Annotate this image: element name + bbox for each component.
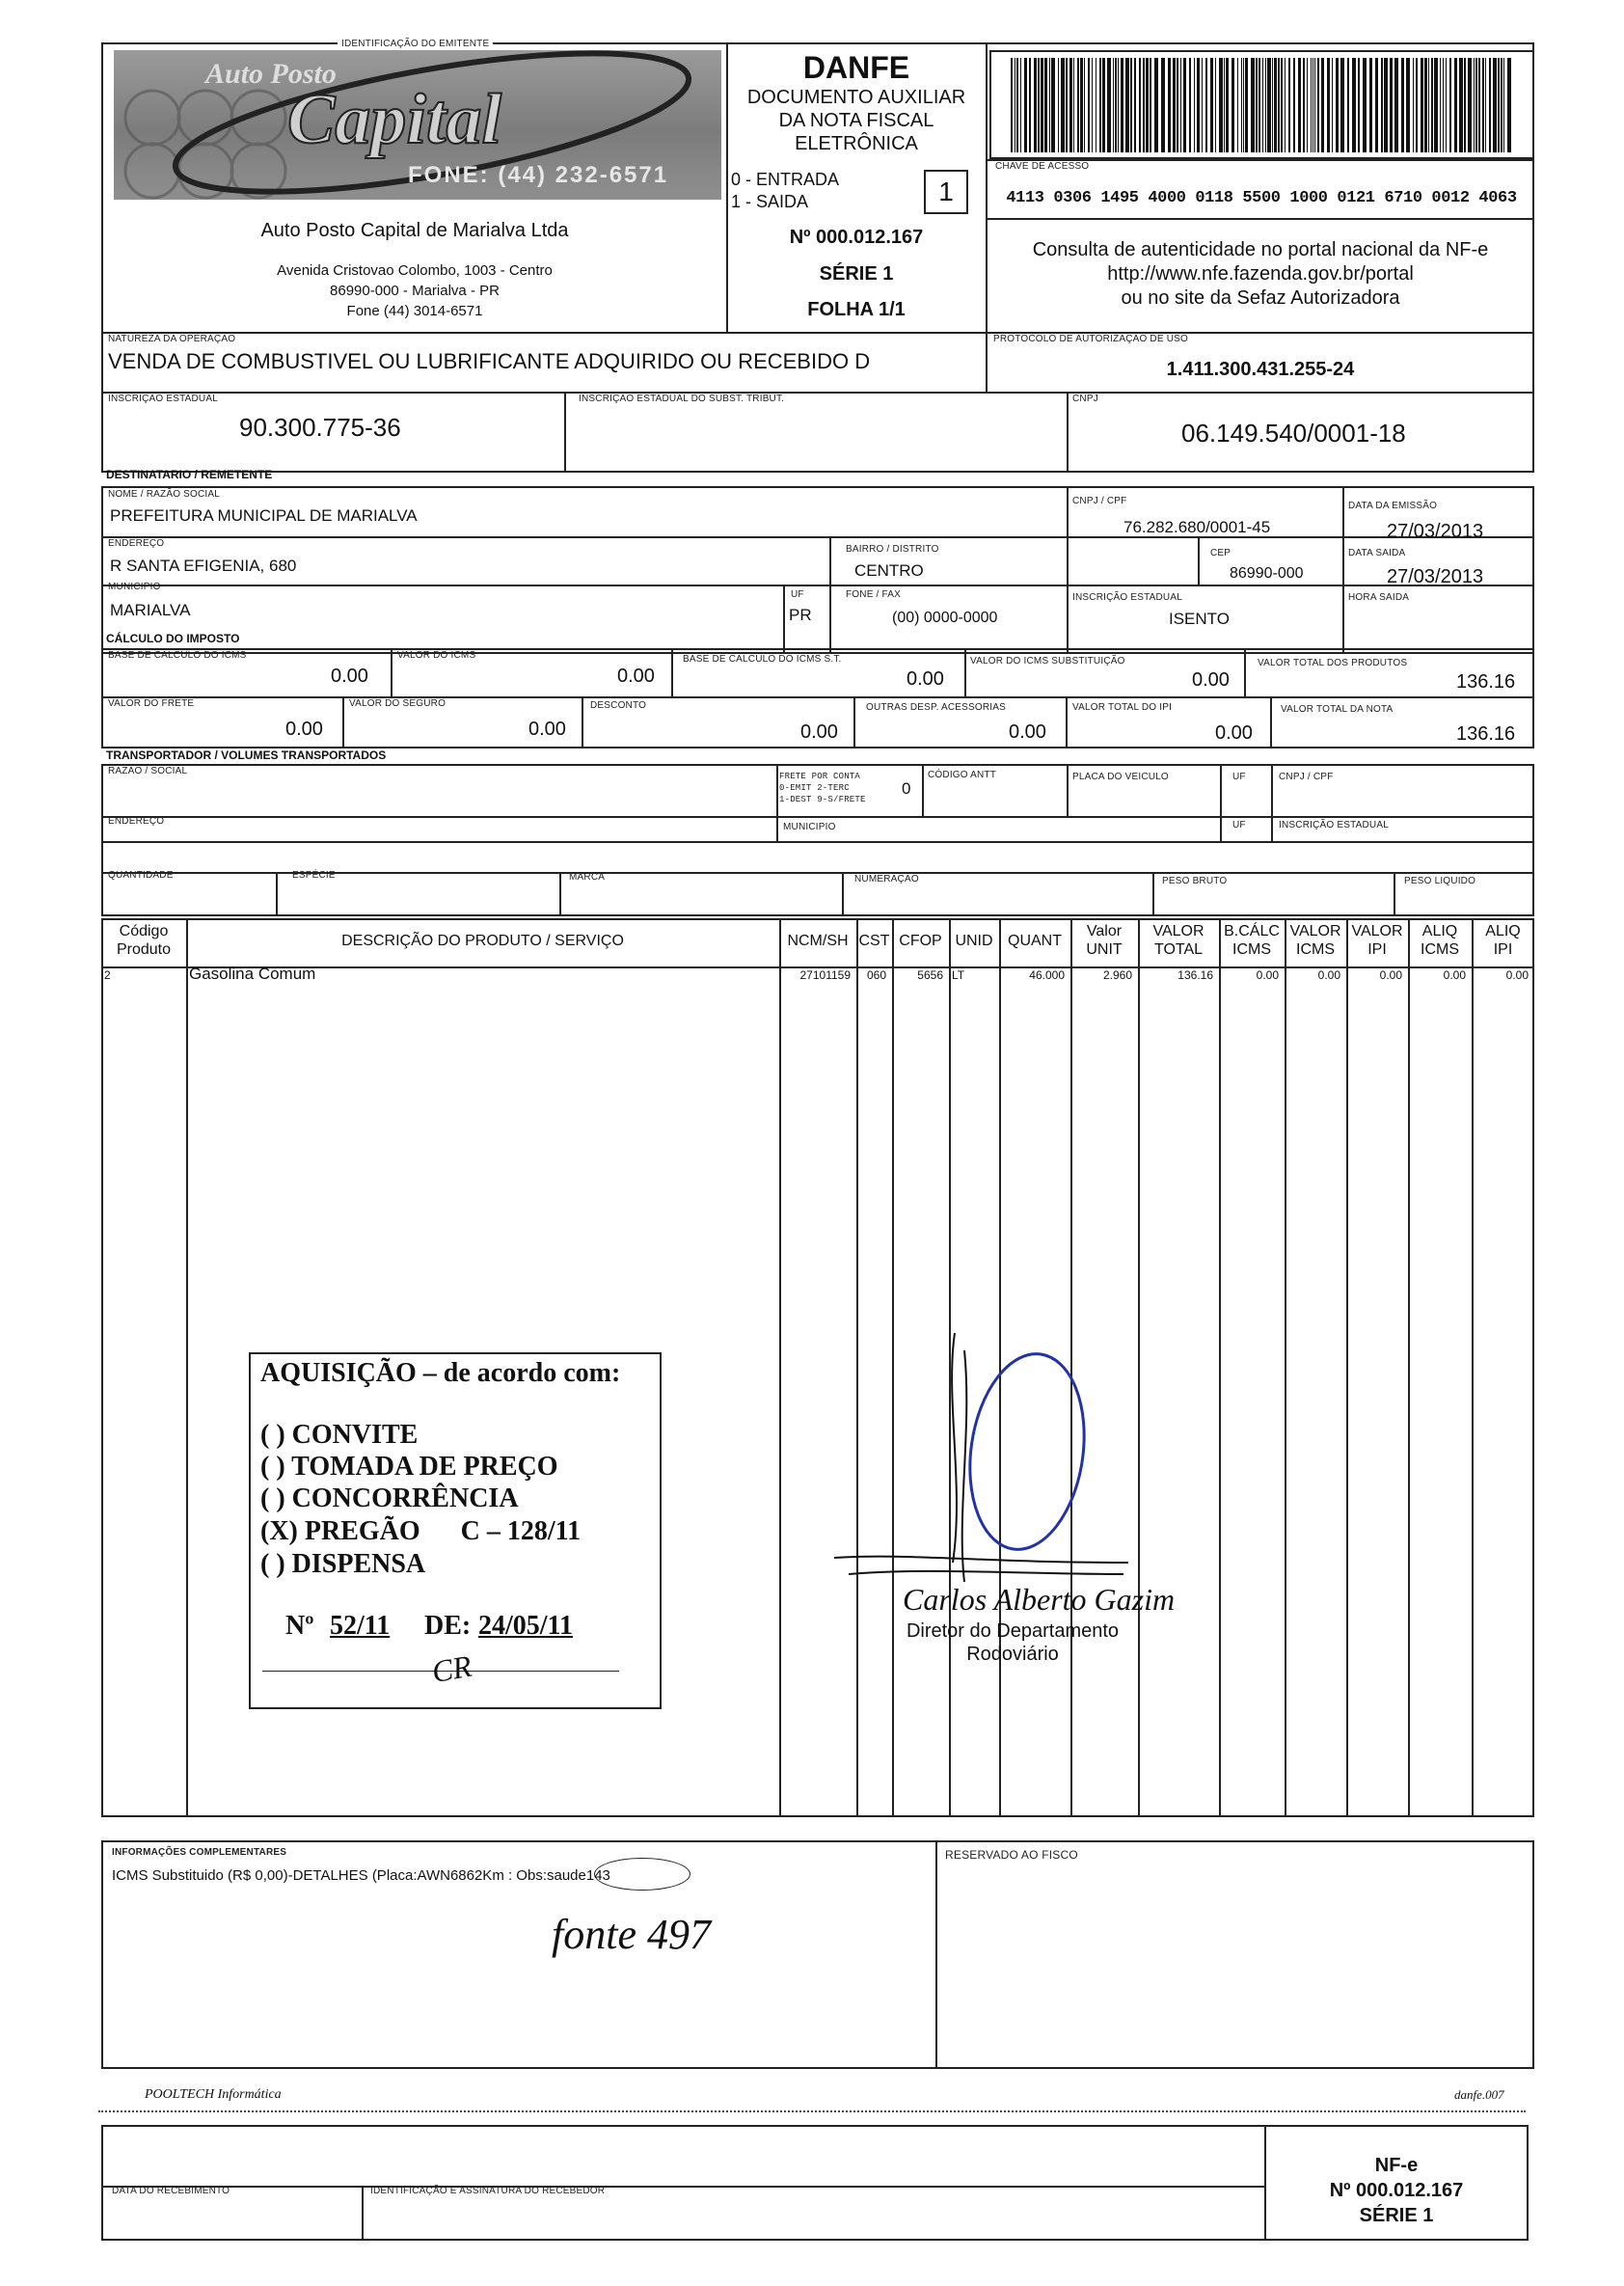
chave-value: 4113 0306 1495 4000 0118 5500 1000 0121 6710 0012 4063	[1006, 189, 1517, 207]
consulta-line3: ou no site da Sefaz Autorizadora	[1121, 287, 1400, 309]
emitente-name: Auto Posto Capital de Marialva Ltda	[260, 220, 569, 241]
cell-ncm: 27101159	[799, 968, 851, 982]
emitente-label: IDENTIFICAÇÃO DO EMITENTE	[338, 39, 493, 49]
transp-ie-label: INSCRIÇÃO ESTADUAL	[1279, 820, 1389, 830]
danfe-title: DANFE	[802, 50, 910, 85]
dest-fone-label: FONE / FAX	[846, 589, 902, 600]
base-icms-st-label: BASE DE CALCULO DO ICMS S.T.	[683, 654, 842, 665]
dest-bairro-label: BAIRRO / DISTRITO	[846, 544, 939, 555]
emitente-address1: Avenida Cristovao Colombo, 1003 - Centro	[277, 262, 553, 279]
header-aliq-ipi: ALIQ IPI	[1485, 923, 1521, 958]
stamp-numero: 52/11	[330, 1611, 391, 1641]
transp-cnpj-label: CNPJ / CPF	[1279, 772, 1334, 782]
protocolo-label: PROTOCOLO DE AUTORIZAÇÃO DE USO	[993, 334, 1188, 344]
dest-municipio: MARIALVA	[110, 601, 191, 619]
inscricao-value: 90.300.775-36	[239, 413, 401, 442]
transp-municipio-label: MUNICIPIO	[783, 822, 836, 832]
total-ipi-label: VALOR TOTAL DO IPI	[1072, 702, 1173, 713]
cell-unid: LT	[952, 968, 965, 982]
marca-label: MARCA	[569, 872, 606, 883]
dest-fone: (00) 0000-0000	[892, 610, 998, 626]
dest-saida: 27/03/2013	[1387, 566, 1484, 587]
stamp-option-concorrencia: ( ) CONCORRÊNCIA	[260, 1483, 519, 1513]
signature-role2: Rodoviário	[966, 1644, 1059, 1665]
emitente-cnpj-label: CNPJ	[1072, 394, 1098, 404]
dest-endereco: R SANTA EFIGENIA, 680	[110, 557, 297, 575]
dest-hora-label: HORA SAIDA	[1348, 592, 1410, 603]
cut-line	[98, 2110, 1526, 2112]
natureza-value: VENDA DE COMBUSTIVEL OU LUBRIFICANTE ADQUIRIDO OU RECEBIDO D	[108, 349, 871, 373]
transp-endereco-label: ENDEREÇO	[108, 816, 165, 827]
dest-ie-label: INSCRIÇÃO ESTADUAL	[1072, 592, 1182, 603]
signature-role1: Diretor do Departamento	[906, 1620, 1120, 1642]
dest-municipio-label: MUNICIPIO	[108, 582, 161, 592]
danfe-subtitle3: ELETRÔNICA	[795, 133, 918, 154]
desconto-label: DESCONTO	[590, 700, 647, 711]
natureza-label: NATUREZA DA OPERAÇÃO	[108, 334, 236, 344]
header-descricao: DESCRIÇÃO DO PRODUTO / SERVIÇO	[341, 933, 624, 949]
dest-bairro: CENTRO	[854, 561, 924, 580]
produtos-col-divider	[779, 918, 781, 1817]
info-circle	[594, 1858, 690, 1891]
total-produtos-label: VALOR TOTAL DOS PRODUTOS	[1258, 658, 1408, 668]
recibo-numero: Nº 000.012.167	[1329, 2180, 1464, 2201]
stamp-option-dispensa: ( ) DISPENSA	[260, 1549, 426, 1579]
header-cfop: CFOP	[899, 933, 942, 949]
subst-label: INSCRIÇÃO ESTADUAL DO SUBST. TRIBUT.	[579, 394, 785, 404]
dest-cep: 86990-000	[1230, 565, 1304, 582]
cell-descricao: Gasolina Comum	[189, 965, 316, 983]
placa-label: PLACA DO VEICULO	[1072, 772, 1169, 782]
dest-endereco-label: ENDEREÇO	[108, 538, 165, 549]
fisco-label: RESERVADO AO FISCO	[945, 1848, 1078, 1862]
emitente-logo	[114, 50, 721, 200]
base-icms-value: 0.00	[331, 666, 368, 687]
danfe-tipo: 1	[924, 170, 968, 214]
cell-valor-ipi: 0.00	[1379, 968, 1402, 982]
header-valor-total: VALOR TOTAL	[1152, 923, 1204, 958]
antt-label: CÓDIGO ANTT	[928, 770, 997, 780]
peso-bruto-label: PESO BRUTO	[1162, 876, 1228, 886]
danfe-subtitle1: DOCUMENTO AUXILIAR	[746, 87, 966, 108]
transp-uf-label: UF	[1232, 772, 1246, 782]
cell-quant: 46.000	[1029, 968, 1065, 982]
header-valor-ipi: VALOR IPI	[1351, 923, 1403, 958]
cell-bcalc-icms: 0.00	[1256, 968, 1279, 982]
info-handwritten: fonte 497	[552, 1911, 711, 1958]
emitente-address3: Fone (44) 3014-6571	[346, 303, 483, 319]
stamp-option-convite: ( ) CONVITE	[260, 1420, 419, 1450]
stamp-initials: CR	[429, 1647, 474, 1690]
produtos-col-divider	[1346, 918, 1348, 1817]
icms-subst-label: VALOR DO ICMS SUBSTITUIÇÃO	[970, 656, 1125, 667]
header-valor-icms: VALOR ICMS	[1289, 923, 1341, 958]
cell-cst: 060	[866, 968, 886, 982]
stamp-numero-label: Nº	[285, 1611, 314, 1641]
desconto-value: 0.00	[800, 721, 838, 743]
numeracao-label: NUMERAÇÃO	[854, 874, 919, 884]
dest-nome-label: NOME / RAZÃO SOCIAL	[108, 489, 221, 500]
cell-aliq-ipi: 0.00	[1505, 968, 1529, 982]
seguro-value: 0.00	[528, 719, 566, 740]
frete-conta-line3: 1-DEST 9-S/FRETE	[779, 795, 866, 804]
dest-cnpj: 76.282.680/0001-45	[1123, 518, 1271, 536]
cell-codigo: 2	[104, 968, 111, 982]
header-codigo: Código Produto	[116, 923, 172, 958]
base-icms-st-value: 0.00	[907, 668, 944, 690]
stamp-data: 24/05/11	[478, 1611, 574, 1641]
frete-conta-line1: FRETE POR CONTA	[779, 772, 861, 781]
dest-cnpj-label: CNPJ / CPF	[1072, 496, 1127, 506]
inscricao-label: INSCRIÇÃO ESTADUAL	[108, 394, 218, 404]
transp-razao-label: RAZÃO / SOCIAL	[108, 766, 188, 776]
frete-value: 0.00	[285, 719, 323, 740]
cell-valor-total: 136.16	[1177, 968, 1213, 982]
destinatario-section: DESTINATARIO / REMETENTE	[106, 468, 273, 481]
dest-nome: PREFEITURA MUNICIPAL DE MARIALVA	[110, 506, 418, 525]
signature-name: Carlos Alberto Gazim	[903, 1582, 1176, 1617]
emitente-cnpj: 06.149.540/0001-18	[1181, 419, 1406, 448]
frete-label: VALOR DO FRETE	[108, 698, 195, 709]
consulta-line1: Consulta de autenticidade no portal nacional da NF-e	[1032, 239, 1489, 260]
cell-valor-unit: 2.960	[1102, 968, 1132, 982]
produtos-col-divider	[1408, 918, 1410, 1817]
header-unid: UNID	[955, 933, 993, 949]
recibo-nfe: NF-e	[1374, 2155, 1419, 2176]
header-quant: QUANT	[1008, 933, 1062, 949]
total-ipi-value: 0.00	[1215, 722, 1253, 744]
danfe-saida: 1 - SAIDA	[731, 192, 809, 211]
dest-ie: ISENTO	[1169, 610, 1230, 628]
header-valor-unit: Valor UNIT	[1086, 923, 1123, 958]
recebimento-label: DATA DO RECEBIMENTO	[112, 2186, 230, 2196]
dest-saida-label: DATA SAIDA	[1348, 548, 1406, 558]
danfe-entrada: 0 - ENTRADA	[731, 170, 840, 189]
stamp-data-label: DE:	[424, 1611, 472, 1641]
produtos-col-divider	[1472, 918, 1474, 1817]
outras-value: 0.00	[1009, 721, 1046, 743]
header-bcalc-icms: B.CÁLC ICMS	[1224, 923, 1280, 958]
danfe-numero: Nº 000.012.167	[789, 227, 924, 248]
frete-conta-line2: 0-EMIT 2-TERC	[779, 783, 850, 793]
logo-phone: FONE: (44) 232-6571	[408, 162, 669, 188]
recibo-serie: SÉRIE 1	[1359, 2205, 1434, 2226]
peso-liquido-label: PESO LIQUIDO	[1404, 876, 1476, 886]
stamp-option-pregao: (X) PREGÃO C – 128/11	[260, 1516, 582, 1546]
total-nota-label: VALOR TOTAL DA NOTA	[1281, 704, 1394, 715]
total-nota-value: 136.16	[1456, 723, 1516, 745]
info-text: ICMS Substituido (R$ 0,00)-DETALHES (Placa:AWN6862Km : Obs:saude143	[112, 1867, 610, 1884]
barcode	[1011, 58, 1512, 152]
header-aliq-icms: ALIQ ICMS	[1421, 923, 1459, 958]
software-credit: POOLTECH Informática	[145, 2087, 282, 2102]
produtos-col-divider	[186, 918, 188, 1817]
dest-emissao: 27/03/2013	[1387, 521, 1484, 542]
identificacao-label: IDENTIFICAÇÃO E ASSINATURA DO RECEBEDOR	[370, 2186, 606, 2196]
dest-uf-label: UF	[791, 589, 804, 600]
protocolo-value: 1.411.300.431.255-24	[1166, 359, 1355, 380]
header-ncm: NCM/SH	[787, 933, 849, 949]
valor-icms-value: 0.00	[617, 666, 655, 687]
danfe-serie: SÉRIE 1	[819, 263, 894, 285]
imposto-section: CÁLCULO DO IMPOSTO	[106, 632, 240, 645]
valor-icms-label: VALOR DO ICMS	[397, 650, 476, 661]
dest-uf: PR	[789, 606, 812, 624]
cell-cfop: 5656	[917, 968, 943, 982]
seguro-label: VALOR DO SEGURO	[349, 698, 447, 709]
quantidade-label: QUANTIDADE	[108, 870, 174, 881]
consulta-line2: http://www.nfe.fazenda.gov.br/portal	[1107, 263, 1414, 285]
cell-valor-icms: 0.00	[1317, 968, 1340, 982]
signature-scribble	[829, 1321, 1157, 1620]
danfe-subtitle2: DA NOTA FISCAL	[778, 110, 934, 131]
base-icms-label: BASE DE CALCULO DO ICMS	[108, 650, 247, 661]
emitente-address2: 86990-000 - Marialva - PR	[330, 283, 500, 299]
outras-label: OUTRAS DESP. ACESSORIAS	[866, 702, 1007, 713]
dest-emissao-label: DATA DA EMISSÃO	[1348, 501, 1438, 511]
especie-label: ESPÉCIE	[292, 870, 336, 881]
transportador-section: TRANSPORTADOR / VOLUMES TRANSPORTADOS	[106, 748, 387, 762]
info-label: INFORMAÇÕES COMPLEMENTARES	[112, 1847, 287, 1858]
chave-label: CHAVE DE ACESSO	[995, 161, 1090, 172]
transp-uf2-label: UF	[1232, 820, 1246, 830]
produtos-col-divider	[1219, 918, 1221, 1817]
danfe-folha: FOLHA 1/1	[807, 299, 906, 320]
stamp-option-tomada: ( ) TOMADA DE PREÇO	[260, 1452, 558, 1482]
total-produtos-value: 136.16	[1456, 671, 1516, 693]
cell-aliq-icms: 0.00	[1443, 968, 1466, 982]
dest-cep-label: CEP	[1210, 548, 1232, 558]
stamp-title: AQUISIÇÃO – de acordo com:	[260, 1358, 621, 1388]
icms-subst-value: 0.00	[1192, 669, 1230, 691]
produtos-col-divider	[1285, 918, 1286, 1817]
frete-conta-value: 0	[902, 779, 911, 798]
form-code: danfe.007	[1454, 2087, 1504, 2102]
logo-small-text: Auto Posto	[205, 58, 337, 90]
header-cst: CST	[858, 933, 890, 949]
logo-name: Capital	[287, 80, 502, 159]
